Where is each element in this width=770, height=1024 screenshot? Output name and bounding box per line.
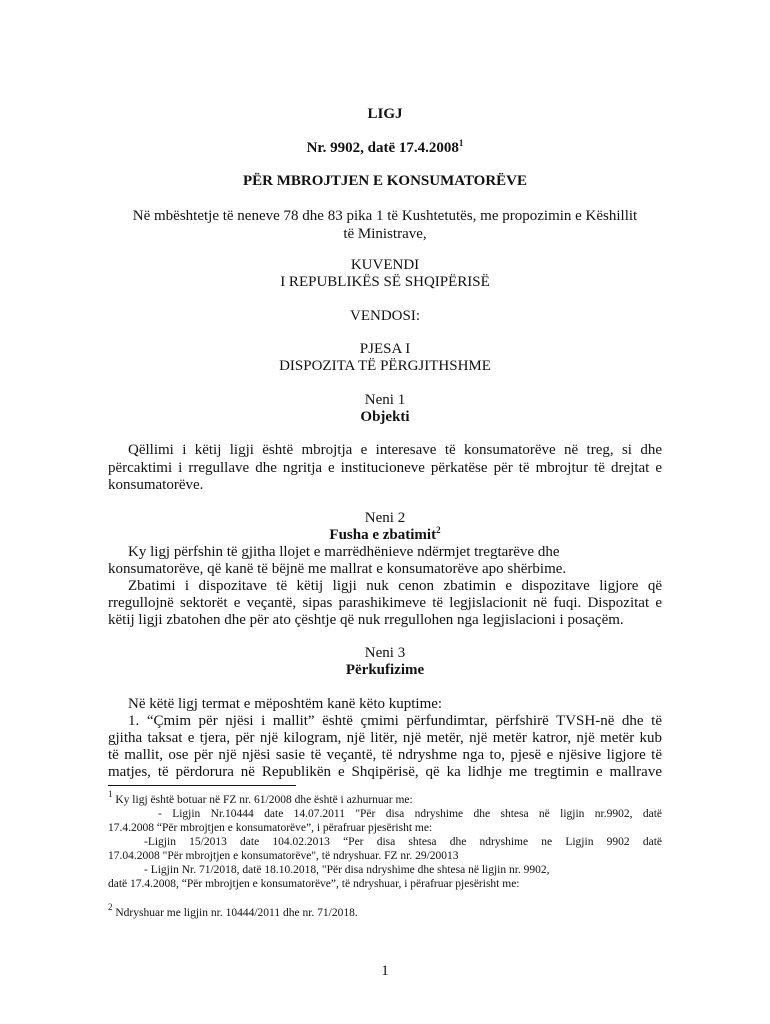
- article-1-line: konsumatorëve.: [108, 477, 204, 493]
- article-2-line: Ky ligj përfshin të gjitha llojet e marrëdhënieve ndërmjet tregtarëve dhe: [128, 544, 560, 560]
- article-1-number: Neni 1: [364, 392, 406, 408]
- article-3-line: 1. “Çmim për njësi i mallit” është çmimi përfundimtar, përfshirë TVSH-në dhe të: [128, 713, 662, 729]
- page-number: 1: [381, 963, 389, 979]
- preamble-line-2: të Ministrave,: [343, 226, 427, 242]
- footnote-1-mark: 1: [108, 789, 113, 799]
- footnote-1-line: -Ligjin 15/2013 date 104.02.2013 “Per disa shtesa dhe ndryshime ne Ligjin 9902 datë: [144, 836, 662, 848]
- article-2-number: Neni 2: [364, 510, 406, 526]
- footnote-1-line: datë 17.4.2008, “Për mbrojtjen e konsumatorëve”, të ndryshuar, i përafruar pjesërisht me:: [108, 878, 520, 890]
- article-3-line: të mallit, ose për një njësi sasie të veçantë, të ndryshme nga to, pjesë e njësive ligjore të: [108, 747, 662, 763]
- article-3-line: Në këtë ligj termat e mëposhtëm kanë këto kuptime:: [128, 696, 443, 712]
- footnote-1-line: 17.04.2008 "Për mbrojtjen e konsumatorëve", të ndryshuar. FZ nr. 29/20013: [108, 850, 459, 862]
- article-3-title: Përkufizime: [345, 662, 425, 678]
- article-3-line: matjes, të përdorura në Republikën e Shqipërisë, që ka lidhje me tregtimin e mallrave: [108, 764, 662, 780]
- assembly-line-1: KUVENDI: [350, 257, 420, 273]
- footnote-2: [108, 902, 358, 920]
- article-2-title-text: Fusha e zbatimit: [329, 527, 437, 543]
- footnote-1-line: - Ligjin Nr.10444 date 14.07.2011 "Për disa ndryshime dhe shtesa në ligjin nr.9902, datë: [158, 808, 662, 820]
- law-subject: PËR MBROJTJEN E KONSUMATORËVE: [242, 173, 528, 189]
- footnote-separator: [108, 785, 296, 786]
- assembly-line-2: I REPUBLIKËS SË SHQIPËRISË: [280, 274, 490, 290]
- preamble-line-1: Në mbështetje të neneve 78 dhe 83 pika 1 të Kushtetutës, me propozimin e Këshillit: [132, 208, 638, 224]
- law-number: [108, 138, 662, 158]
- part-number: PJESA I: [359, 341, 411, 357]
- footnote-1-line: - Ligjin Nr. 71/2018, datë 18.10.2018, "Për disa ndryshime dhe shtesa në ligjin nr. 9902,: [144, 864, 550, 876]
- article-2-line: Zbatimi i dispozitave të këtij ligji nuk cenon zbatimin e dispozitave ligjore që: [128, 578, 662, 594]
- footnote-ref-1[interactable]: 1: [458, 138, 464, 148]
- footnote-2-mark: 2: [108, 902, 113, 912]
- law-number-text: Nr. 9902, datë 17.4.2008: [306, 140, 459, 156]
- decides-heading: VENDOSI:: [350, 308, 420, 324]
- footnote-1-line: 17.4.2008 “Për mbrojtjen e konsumatorëve”, i përafruar pjesërisht me:: [108, 822, 433, 834]
- footnote-1-intro: [108, 789, 413, 807]
- footnote-1-intro-text: Ky ligj është botuar në FZ nr. 61/2008 dhe është i azhurnuar me:: [115, 794, 413, 806]
- article-2-line: rregullojnë sektorët e veçantë, sipas parashikimeve të legjislacionit në fuqi. Dispozitat e: [108, 595, 662, 611]
- article-3-number: Neni 3: [364, 645, 406, 661]
- footnote-2-text: Ndryshuar me ligjin nr. 10444/2011 dhe nr. 71/2018.: [115, 907, 358, 919]
- article-2-line: konsumatorëve, që kanë të bëjnë me mallrat e konsumatorëve apo shërbime.: [108, 561, 567, 577]
- footnote-ref-2[interactable]: 2: [436, 525, 441, 535]
- article-1-line: përcaktimi i rregullave dhe ngritja e institucioneve përkatëse për të mbrojtur të drejtat e: [108, 460, 662, 476]
- article-1-title: Objekti: [360, 409, 410, 425]
- article-1-line: Qëllimi i këtij ligji është mbrojtja e interesave të konsumatorëve në treg, si dhe: [128, 442, 662, 458]
- article-3-line: gjitha taksat e tjera, për një kilogram, një litër, një metër, një metër katror, një metër kub: [108, 730, 662, 746]
- law-title: LIGJ: [367, 106, 403, 122]
- part-title: DISPOZITA TË PËRGJITHSHME: [279, 358, 491, 374]
- article-2-line: këtij ligji zbatohen dhe për ato çështje që nuk rregullohen nga legjislacioni i posaçëm.: [108, 612, 624, 628]
